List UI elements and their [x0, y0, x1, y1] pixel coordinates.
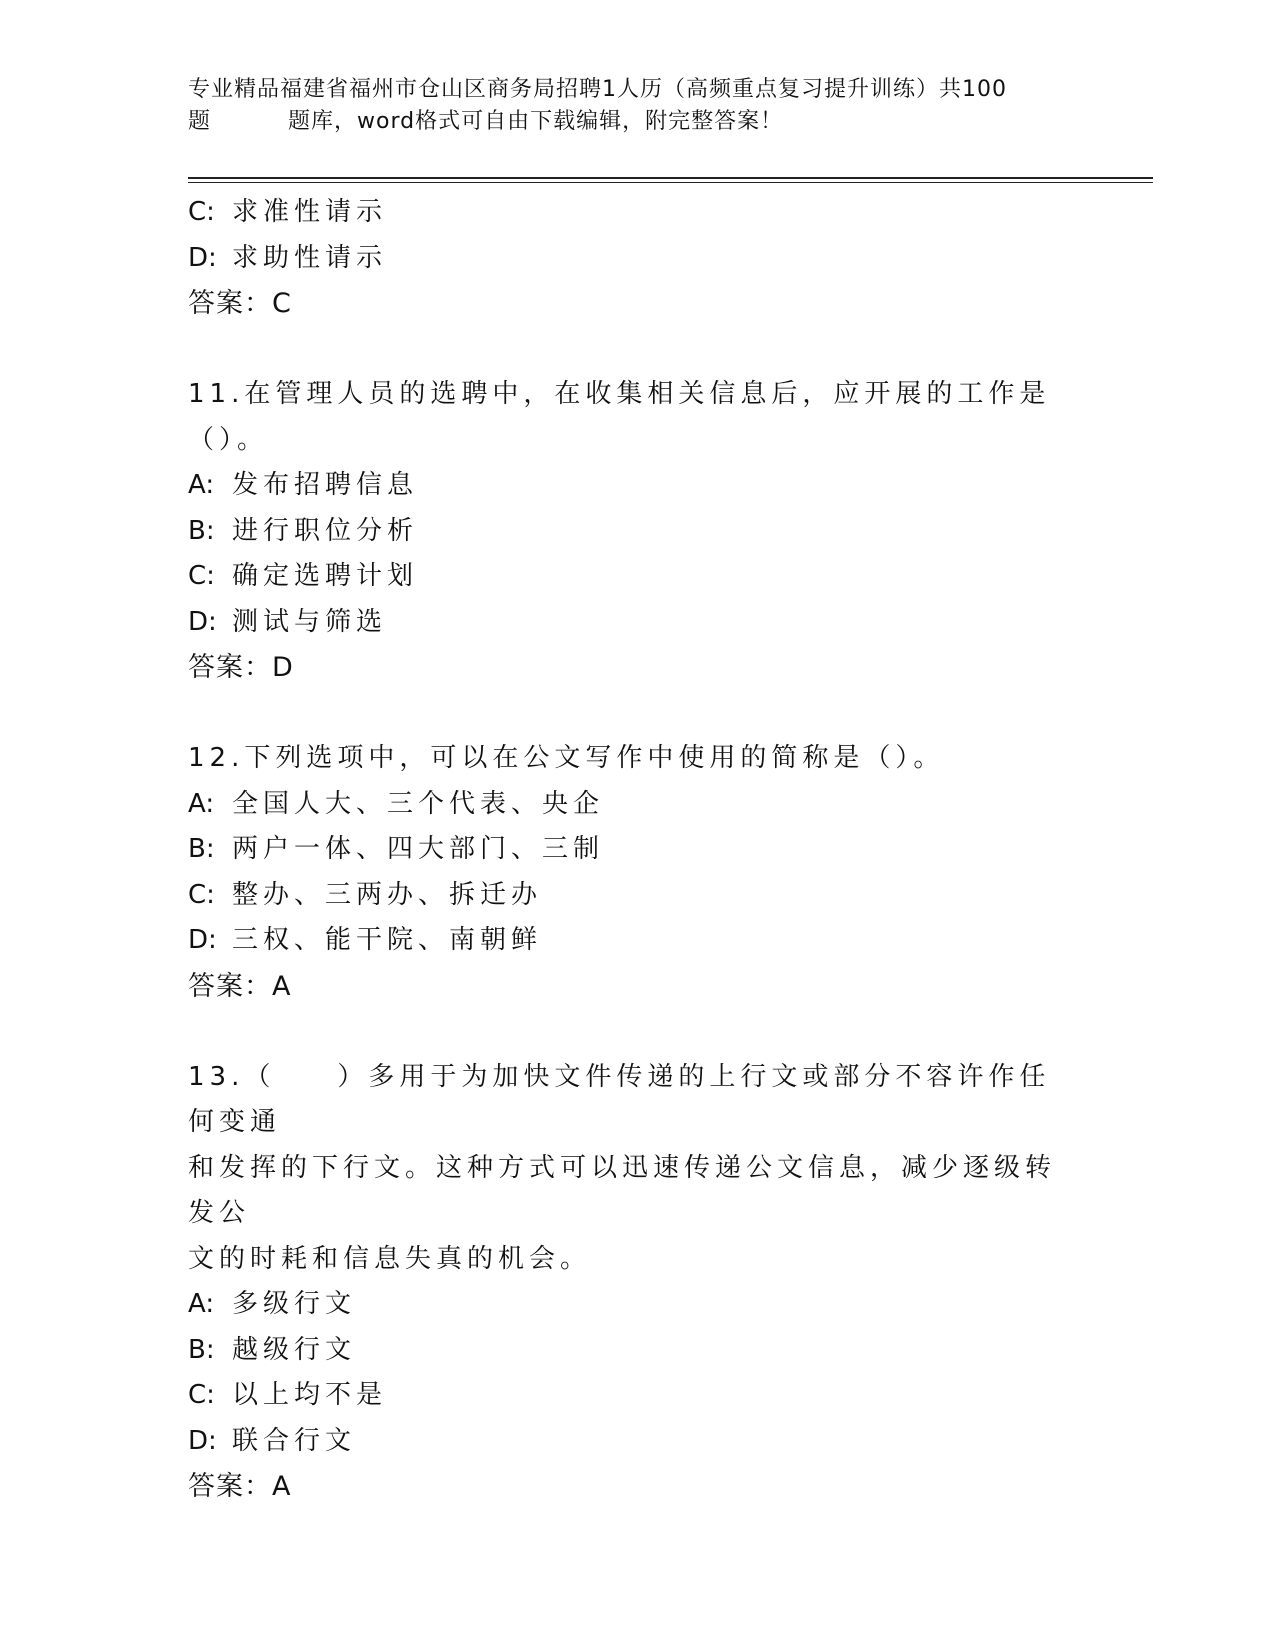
header-divider-thin	[188, 182, 1153, 183]
option-b	[188, 509, 1088, 555]
option-text: 联合行文	[232, 1425, 357, 1456]
option-text: 测试与筛选	[232, 606, 388, 637]
spacer	[188, 1009, 1088, 1055]
answer-line: 答案：A	[188, 970, 292, 1002]
answer-line: 答案：A	[188, 1471, 292, 1502]
option-label: D:	[188, 242, 217, 273]
option-text: 确定选聘计划	[232, 561, 419, 591]
header-title-line1: 专业精品福建省福州市仓山区商务局招聘1人历（高频重点复习提升训练）共100	[188, 77, 1007, 102]
question-list	[188, 190, 1088, 1510]
option-text: 越级行文	[232, 1334, 357, 1365]
question-13	[188, 1055, 1088, 1510]
option-d	[188, 600, 1088, 646]
option-b	[188, 1328, 1088, 1374]
header-title-line2-lead: 题	[188, 109, 212, 134]
option-label: A:	[188, 1289, 215, 1319]
option-text: 三权、能干院、南朝鲜	[232, 925, 543, 955]
spacer	[188, 327, 1088, 373]
question-stem-line2: 和发挥的下行文。这种方式可以迅速传递公文信息，减少逐级转发公	[188, 1152, 1057, 1228]
option-text: 以上均不是	[232, 1380, 388, 1410]
answer-line: 答案：C	[188, 288, 292, 319]
option-label: C:	[188, 1380, 215, 1410]
option-c	[188, 554, 1088, 600]
option-d	[188, 236, 1088, 282]
option-label: C:	[188, 197, 215, 227]
question-stem: 11.在管理人员的选聘中，在收集相关信息后，应开展的工作是（）。	[188, 379, 1051, 455]
option-b	[188, 827, 1088, 873]
question-10-tail	[188, 190, 1088, 327]
option-c	[188, 1373, 1088, 1419]
question-stem-line1: 13.（ ）多用于为加快文件传递的上行文或部分不容许作任何变通	[188, 1061, 1051, 1137]
option-label: D:	[188, 925, 217, 955]
option-label: B:	[188, 834, 215, 864]
option-text: 发布招聘信息	[232, 470, 419, 500]
option-label: B:	[188, 515, 215, 546]
question-11	[188, 372, 1088, 691]
option-a	[188, 1282, 1088, 1328]
option-label: D:	[188, 606, 217, 637]
option-text: 求准性请示	[232, 197, 388, 227]
option-text: 整办、三两办、拆迁办	[232, 879, 543, 910]
spacer	[188, 691, 1088, 737]
document-header	[188, 74, 1088, 138]
option-d	[188, 918, 1088, 964]
option-label: D:	[188, 1425, 217, 1456]
option-text: 进行职位分析	[232, 515, 419, 546]
header-title-line2	[188, 106, 1088, 138]
option-text: 多级行文	[232, 1289, 357, 1319]
question-stem: 12.下列选项中，可以在公文写作中使用的简称是（）。	[188, 743, 945, 773]
option-a	[188, 782, 1088, 828]
question-stem-line3: 文的时耗和信息失真的机会。	[188, 1243, 592, 1274]
header-divider-thick	[188, 177, 1153, 179]
option-d	[188, 1419, 1088, 1465]
option-text: 全国人大、三个代表、央企	[232, 788, 605, 819]
option-text: 求助性请示	[232, 242, 388, 273]
header-title-line2-rest: 题库，word格式可自由下载编辑，附完整答案！	[288, 109, 784, 134]
option-label: A:	[188, 788, 215, 819]
option-text: 两户一体、四大部门、三制	[232, 834, 605, 864]
option-label: C:	[188, 561, 215, 591]
option-c	[188, 873, 1088, 919]
option-label: C:	[188, 879, 215, 910]
answer-line: 答案：D	[188, 652, 294, 683]
option-label: A:	[188, 470, 215, 500]
option-label: B:	[188, 1334, 215, 1365]
option-a	[188, 463, 1088, 509]
question-12	[188, 736, 1088, 1009]
option-c	[188, 190, 1088, 236]
